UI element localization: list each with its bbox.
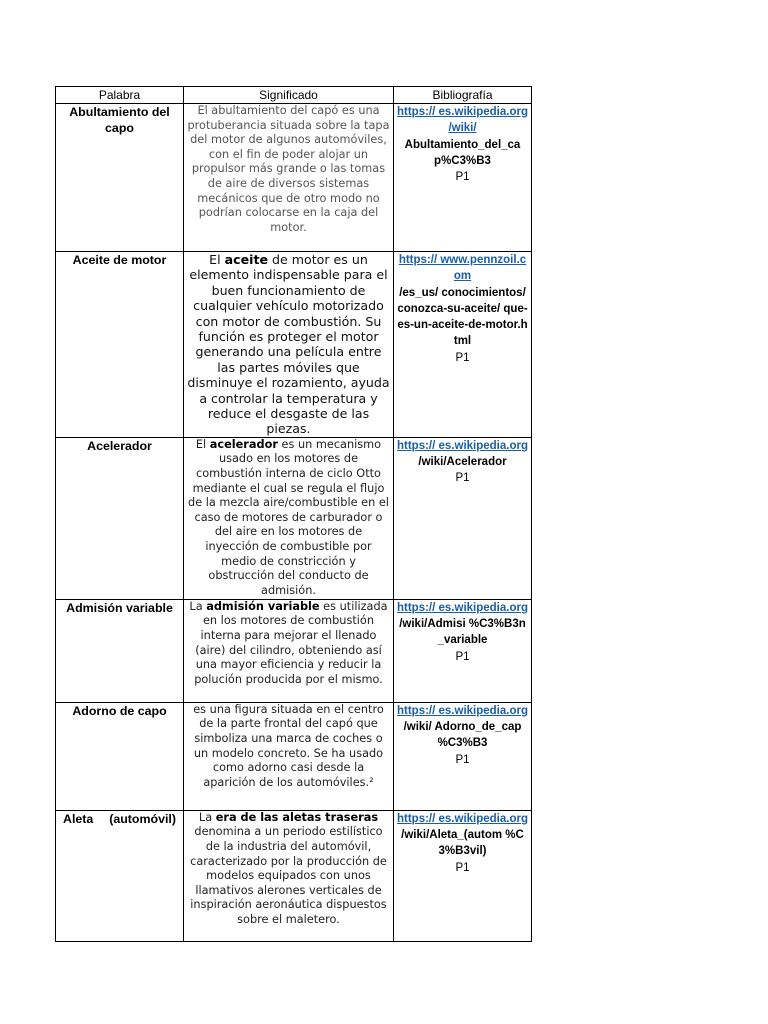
bibliography-cell — [394, 104, 532, 252]
bibliography-cell — [394, 810, 532, 941]
bibliography-link[interactable]: https:// es.wikipedia.org — [397, 812, 528, 825]
header-word: Palabra — [56, 87, 184, 104]
word-cell: Acelerador — [56, 437, 184, 599]
bibliography-cell — [394, 599, 532, 702]
word-cell: Adorno de capo — [56, 702, 184, 810]
table-row — [56, 104, 532, 252]
word-cell — [56, 810, 184, 941]
bibliography-path: /wiki/Aleta_(autom %C3%B3vil) — [401, 829, 524, 858]
bibliography-cell — [394, 702, 532, 810]
bibliography-link[interactable]: https:// es.wikipedia.org — [397, 704, 528, 717]
meaning-text: es utilizada en los motores de combustión interna para mejorar el llenado (aire) del cilindro, obteniendo así una mayor eficiencia y reducir la polución producida por el mismo. — [194, 599, 388, 686]
page-ref: P1 — [455, 171, 470, 184]
word-cell: Abultamiento del capo — [56, 104, 184, 252]
meaning-text: La — [189, 599, 207, 613]
word-cell: Aceite de motor — [56, 252, 184, 438]
header-bibliography: Bibliografía — [394, 87, 532, 104]
bibliography-link[interactable]: https:// es.wikipedia.org — [397, 601, 528, 614]
page-ref: P1 — [455, 472, 470, 485]
meaning-cell: El abultamiento del capó es una protuberancia situada sobre la tapa del motor de algunos automóviles, con el fin de poder alojar un propulsor más grande o las tomas de aire de diversos sistemas mecánicos que de otro modo no podrían colocarse en la caja del motor. — [184, 104, 394, 252]
meaning-cell — [184, 437, 394, 599]
bibliography-path: /wiki/ Adorno_de_cap %C3%B3 — [403, 721, 522, 750]
meaning-term: aceite — [224, 252, 269, 267]
table-row — [56, 437, 532, 599]
header-meaning: Significado — [184, 87, 394, 104]
page-ref: P1 — [455, 861, 470, 874]
page-ref: P1 — [455, 753, 470, 766]
bibliography-link[interactable]: https:// www.pennzoil.com — [398, 254, 527, 283]
meaning-cell: es una figura situada en el centro de la parte frontal del capó que simboliza una marca de coches o un modelo concreto. Se ha usado como adorno casi desde la aparición de los automóviles.² — [184, 702, 394, 810]
meaning-cell — [184, 599, 394, 702]
bibliography-path: /es_us/ conocimientos/ conozca-su-aceite/ que-es-un-aceite-de-motor.html — [397, 286, 528, 348]
meaning-text: El — [209, 252, 225, 267]
bibliography-link[interactable]: https:// es.wikipedia.org — [397, 439, 528, 452]
bibliography-cell — [394, 437, 532, 599]
word-part: (automóvil) — [109, 811, 176, 826]
meaning-term: admisión variable — [206, 599, 320, 613]
bibliography-path: /wiki/Acelerador — [418, 456, 507, 469]
word-cell: Admisión variable — [56, 599, 184, 702]
header-row — [56, 87, 532, 104]
table-row — [56, 810, 532, 941]
page-ref: P1 — [455, 351, 470, 364]
table-row — [56, 252, 532, 438]
page-ref: P1 — [455, 650, 470, 663]
word-part: Aleta — [63, 811, 94, 826]
bibliography-link[interactable]: https:// es.wikipedia.org /wiki/ — [397, 106, 528, 135]
bibliography-path: Abultamiento_del_cap%C3%B3 — [404, 138, 521, 167]
meaning-term: acelerador — [209, 437, 278, 451]
meaning-term: era de las aletas traseras — [215, 810, 379, 824]
meaning-text: denomina a un periodo estilístico de la industria del automóvil, caracterizado por la producción de modelos equipados con unos llamativos alerones verticales de inspiración aeronáutica dispuestos sobre el maletero. — [190, 825, 387, 927]
bibliography-cell — [394, 252, 532, 438]
table-row — [56, 702, 532, 810]
meaning-text: El — [195, 437, 210, 451]
meaning-text: es un mecanismo usado en los motores de combustión interna de ciclo Otto mediante el cual se regula el flujo de la mezcla aire/combustible en el caso de motores de carburador o del aire en los motores de inyección de combustible por medio de constricción y obstrucción del conducto de admisión. — [188, 437, 389, 597]
bibliography-path: /wiki/Admisi %C3%B3n_variable — [399, 618, 526, 647]
meaning-text: de motor es un elemento indispensable para el buen funcionamiento de cualquier vehículo motorizado con motor de combustión. Su función es proteger el motor generando una película entre las partes móviles que disminuye el rozamiento, ayuda a controlar la temperatura y reduce el desgaste de las piezas. — [187, 252, 390, 437]
meaning-text: La — [198, 810, 216, 824]
table-row — [56, 599, 532, 702]
meaning-cell — [184, 252, 394, 438]
glossary-table — [55, 86, 532, 942]
meaning-cell — [184, 810, 394, 941]
